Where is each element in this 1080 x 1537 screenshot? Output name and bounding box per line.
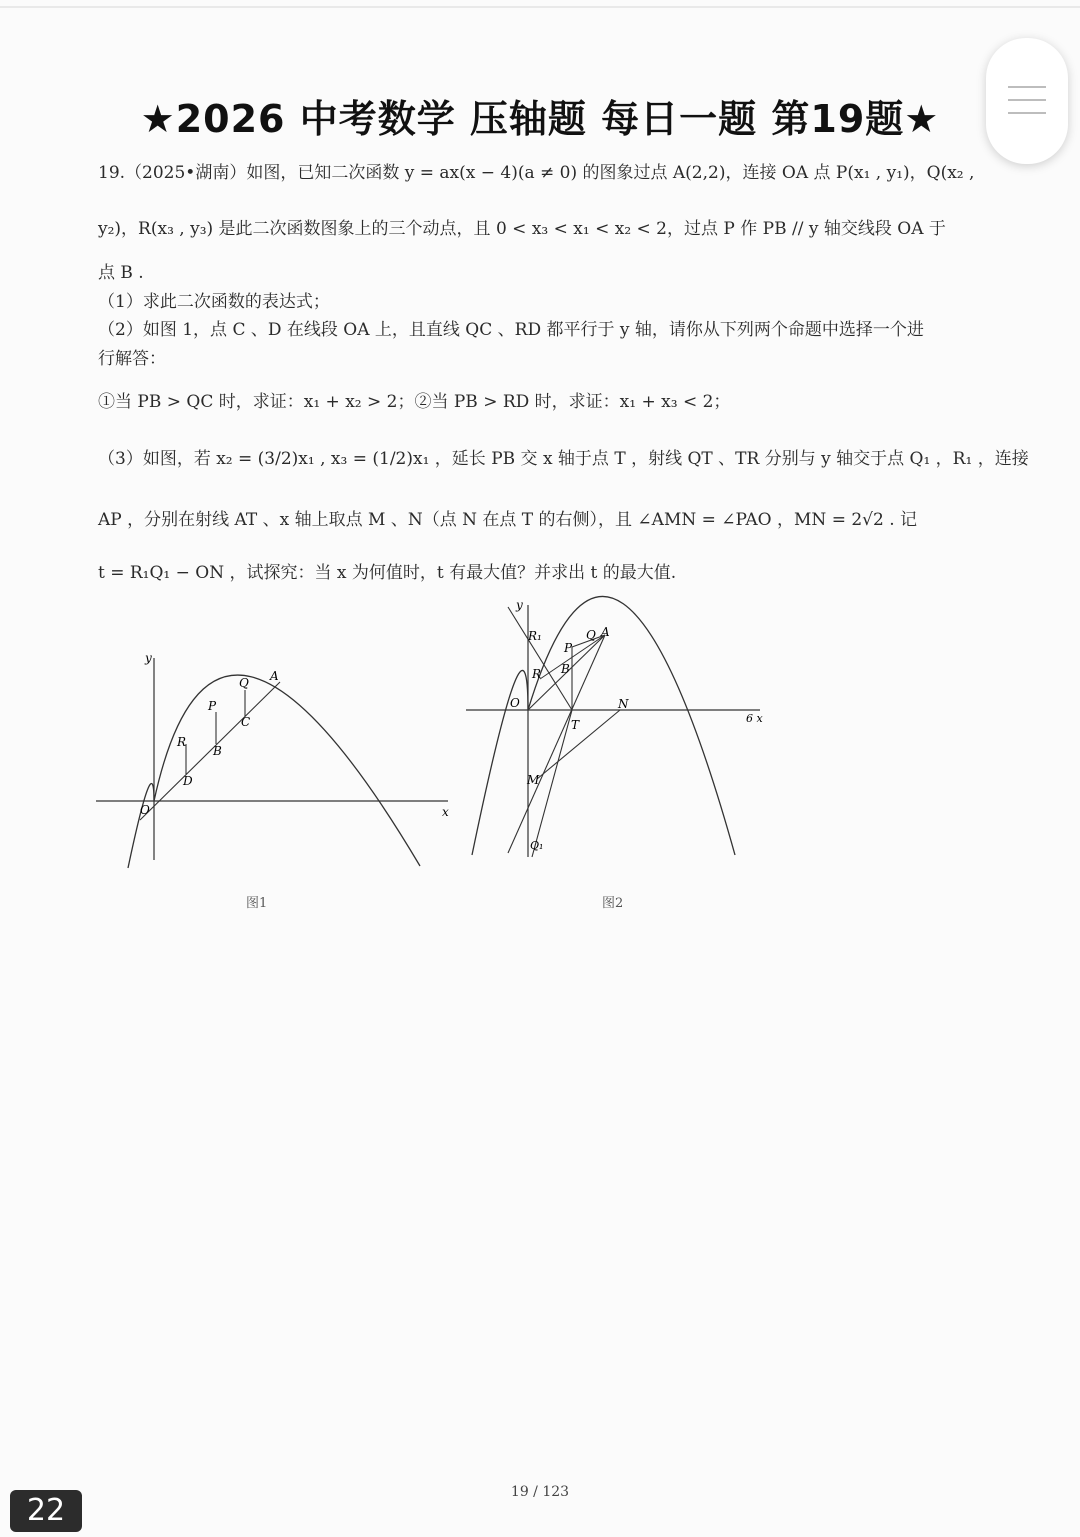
- fig2-label-Q1: Q₁: [530, 839, 544, 852]
- figure-2-caption: 图2: [602, 896, 624, 911]
- problem-line-9: AP ，分别在射线 AT 、x 轴上取点 M 、N（点 N 在点 T 的右侧），且 ∠AMN = ∠PAO ，MN = 2√2 . 记: [98, 510, 918, 530]
- fig2-label-P: P: [564, 641, 573, 655]
- figure-1-caption: 图1: [246, 896, 268, 911]
- fig2-label-Q: Q: [586, 628, 596, 642]
- fig2-label-O: O: [510, 696, 520, 710]
- fig1-label-A: A: [270, 669, 279, 683]
- problem-line-5: （2）如图 1，点 C 、D 在线段 OA 上，且直线 QC 、RD 都平行于 y 轴，请你从下列两个命题中选择一个进: [98, 320, 924, 340]
- page-number: 19 / 123: [510, 1484, 570, 1500]
- problem-line-10: t = R₁Q₁ − ON ，试探究：当 x 为何值时，t 有最大值？并求出 t 的最大值.: [98, 563, 677, 583]
- fig1-label-O: O: [140, 803, 150, 817]
- problem-line-6: 行解答：: [98, 349, 166, 369]
- fig1-label-Q: Q: [239, 676, 249, 690]
- fig2-label-N: N: [618, 697, 629, 711]
- fig2-label-B: B: [561, 662, 570, 676]
- top-divider: [0, 6, 1080, 8]
- fig2-line-R1-T: [508, 607, 572, 710]
- figure-2-graph: [460, 595, 770, 865]
- fig2-label-A: A: [601, 625, 610, 639]
- problem-line-8: （3）如图，若 x₂ = (3/2)x₁ , x₃ = (1/2)x₁ ，延长 PB 交 x 轴于点 T ，射线 QT 、TR 分别与 y 轴交于点 Q₁ ，R₁ ，连接: [98, 449, 1029, 469]
- fig1-label-C: C: [241, 715, 251, 729]
- fig2-label-y: y: [516, 598, 523, 612]
- problem-line-4: （1）求此二次函数的表达式；: [98, 292, 330, 312]
- fig2-label-M: M: [527, 773, 540, 787]
- fig2-label-T: T: [571, 718, 580, 732]
- problem-line-3: 点 B .: [98, 263, 144, 283]
- fig2-label-R1: R₁: [528, 629, 542, 643]
- page-title: ★2026 中考数学 压轴题 每日一题 第19题★: [140, 97, 940, 141]
- fig2-label-R: R: [532, 667, 542, 681]
- problem-line-2: y₂)，R(x₃ , y₃) 是此二次函数图象上的三个动点，且 0 < x₃ < x₁ < x₂ < 2，过点 P 作 PB // y 轴交线段 OA 于: [98, 219, 946, 239]
- fig1-label-D: D: [183, 774, 193, 788]
- fig1-parabola: [128, 675, 420, 868]
- page-badge[interactable]: 22: [10, 1490, 82, 1532]
- problem-line-1: 19.（2025•湖南）如图，已知二次函数 y = ax(x − 4)(a ≠ 0) 的图象过点 A(2,2)，连接 OA 点 P(x₁ , y₁)，Q(x₂ ,: [98, 163, 975, 183]
- fig1-label-x: x: [442, 805, 449, 819]
- problem-line-7: ①当 PB > QC 时，求证：x₁ + x₂ > 2；②当 PB > RD 时，求证：x₁ + x₃ < 2；: [98, 392, 731, 412]
- fig1-label-P: P: [208, 699, 217, 713]
- figure-1-graph: [90, 640, 470, 880]
- fig1-label-y: y: [145, 651, 152, 665]
- fig1-label-B: B: [213, 744, 222, 758]
- fig2-label-x: 6 x: [746, 712, 763, 725]
- fig1-label-R: R: [177, 735, 187, 749]
